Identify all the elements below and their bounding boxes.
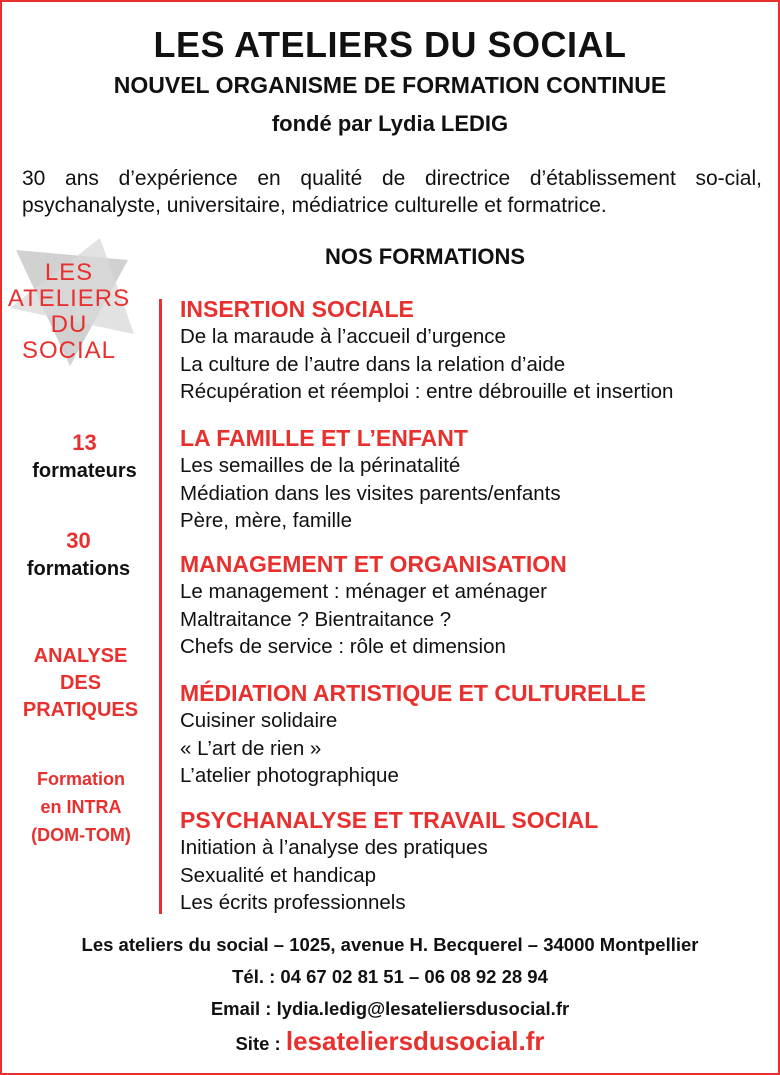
phone-line: Tél. : 04 67 02 81 51 – 06 08 92 28 94 [232,966,548,987]
section-item: La culture de l’autre dans la relation d’aide [180,352,566,376]
section-management [180,550,567,661]
section-title: MANAGEMENT ET ORGANISATION [180,551,567,577]
page-title: LES ATELIERS DU SOCIAL [153,24,627,65]
logo-line-1: LES [44,259,94,286]
stat-label: formations [26,558,131,580]
section-title: LA FAMILLE ET L’ENFANT [180,425,468,451]
email-line[interactable]: Email : lydia.ledig@lesateliersdusocial.fr [210,998,570,1019]
section-item: Les écrits professionnels [180,891,406,914]
intra-line-3: (DOM-TOM) [31,825,131,845]
nos-formations-heading: NOS FORMATIONS [325,244,526,269]
formation-intra [6,765,156,849]
section-item: Maltraitance ? Bientraitance ? [180,607,452,631]
analyse-line-3: PRATIQUES [22,699,139,721]
section-item: « L’art de rien » [180,736,322,760]
section-item: Père, mère, famille [180,509,353,532]
site-link[interactable]: lesateliersdusocial.fr [285,1026,545,1056]
founder-line: fondé par Lydia LEDIG [271,111,509,136]
logo-text [6,260,132,364]
address-line: Les ateliers du social – 1025, avenue H. Becquerel – 34000 Montpellier [81,934,699,955]
analyse-line-2: DES [59,672,102,694]
section-item: De la maraude à l’accueil d’urgence [180,325,506,348]
section-insertion-sociale [180,295,673,406]
contact-footer [2,929,778,1060]
section-item: Médiation dans les visites parents/enfants [180,481,561,505]
section-famille-enfant [180,424,561,535]
logo-line-3: DU SOCIAL [21,311,117,364]
section-item: Sexualité et handicap [180,863,377,887]
intra-line-1: Formation [37,769,125,789]
stat-formateurs [12,429,157,485]
section-item: L’atelier photographique [180,764,399,787]
analyse-des-pratiques [4,643,157,724]
stat-number: 13 [72,430,97,455]
section-item: Initiation à l’analyse des pratiques [180,836,488,859]
section-title: INSERTION SOCIALE [180,296,414,322]
site-line [2,1025,778,1060]
intro-paragraph: 30 ans d’expérience en qualité de directrice d’établissement so-cial, psychanalyste, universitaire, médiatrice culturelle et formatrice. [22,167,762,217]
section-title: MÉDIATION ARTISTIQUE ET CULTURELLE [180,680,646,706]
section-item: Chefs de service : rôle et dimension [180,635,506,658]
section-item: Le management : ménager et aménager [180,580,547,603]
site-label: Site : [235,1033,281,1054]
stat-formations [6,527,151,583]
page-subtitle: NOUVEL ORGANISME DE FORMATION CONTINUE [113,72,667,98]
section-title: PSYCHANALYSE ET TRAVAIL SOCIAL [180,807,599,833]
section-item: Les semailles de la périnatalité [180,454,461,477]
intra-line-2: en INTRA [40,797,122,817]
stat-label: formateurs [32,460,137,482]
vertical-divider [159,299,162,914]
section-item: Cuisiner solidaire [180,709,338,732]
stat-number: 30 [66,528,91,553]
logo-line-2: ATELIERS [7,285,131,312]
analyse-line-1: ANALYSE [33,645,128,667]
section-mediation [180,679,646,790]
section-item: Récupération et réemploi : entre débrouille et insertion [180,380,674,403]
section-psychanalyse [180,806,598,917]
